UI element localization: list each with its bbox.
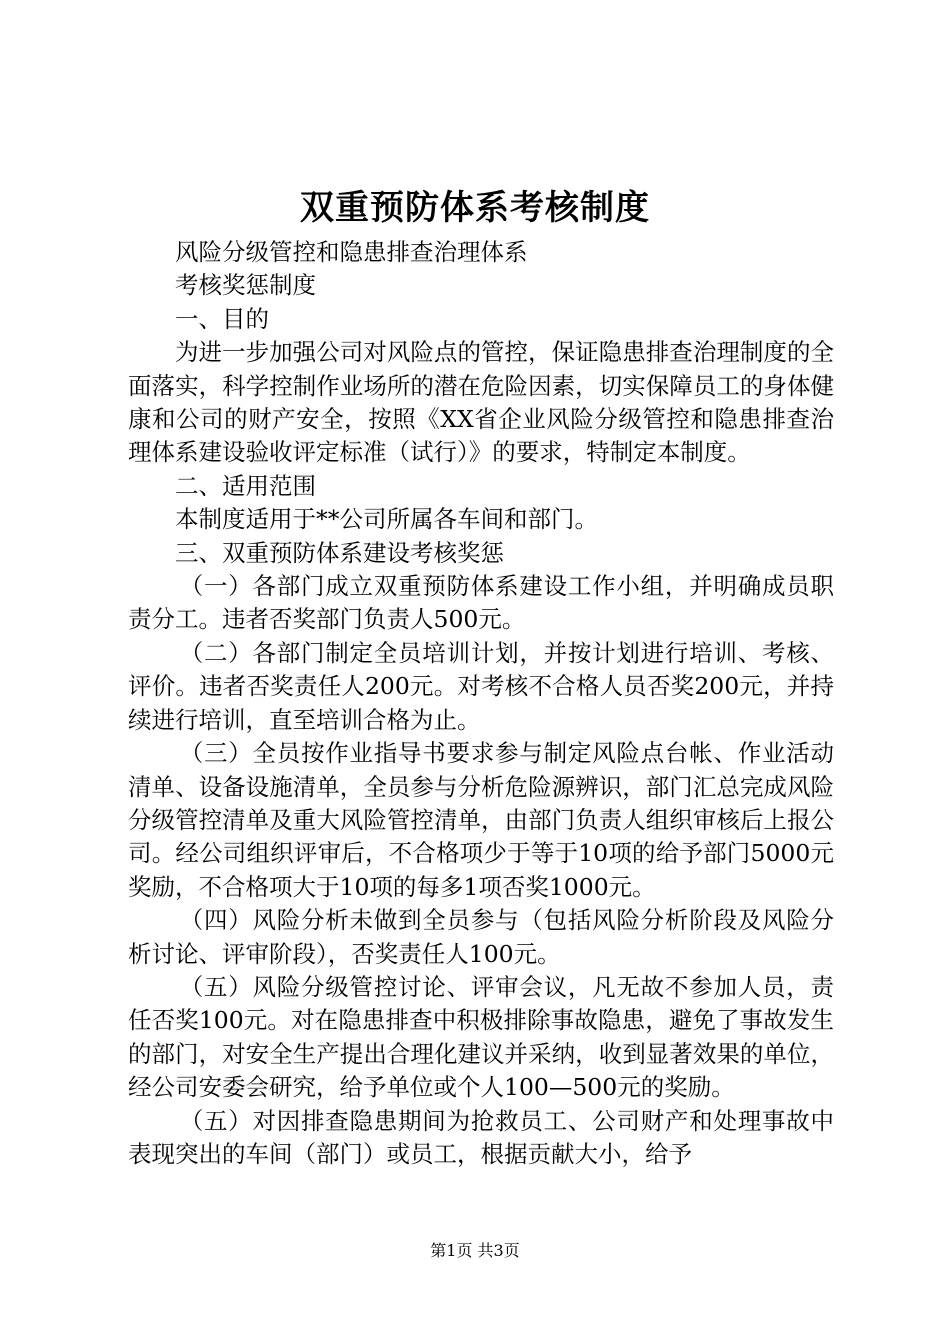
paragraph-scope: 本制度适用于**公司所属各车间和部门。 [175, 505, 598, 534]
paragraph-item-5b: （五）对因排查隐患期间为抢救员工、公司财产和处理事故中表现突出的车间（部门）或员工，根据贡献大小，给予 [128, 1106, 834, 1168]
section-heading-purpose: 一、目的 [175, 304, 269, 333]
paragraph-item-2: （二）各部门制定全员培训计划，并按计划进行培训、考核、评价。违者否奖责任人200元。对考核不合格人员否奖200元，并持续进行培训，直至培训合格为止。 [128, 638, 834, 734]
section-heading-assessment: 三、双重预防体系建设考核奖惩 [175, 538, 504, 567]
paragraph-item-4: （四）风险分析未做到全员参与（包括风险分析阶段及风险分析讨论、评审阶段），否奖责任人100元。 [128, 906, 834, 968]
page-number-footer: 第1页 共3页 [430, 1241, 520, 1260]
paragraph-item-1: （一）各部门成立双重预防体系建设工作小组，并明确成员职责分工。违者否奖部门负责人500元。 [128, 572, 834, 634]
document-body [128, 236, 834, 1171]
paragraph-item-3: （三）全员按作业指导书要求参与制定风险点台帐、作业活动清单、设备设施清单，全员参与分析危险源辨识，部门汇总完成风险分级管控清单及重大风险管控清单，由部门负责人组织审核后上报公司。经公司组织评审后，不合格项少于等于10项的给予部门5000元奖励，不合格项大于10项的每多1项否奖1000元。 [128, 739, 834, 901]
paragraph-purpose: 为进一步加强公司对风险点的管控，保证隐患排查治理制度的全面落实，科学控制作业场所的潜在危险因素，切实保障员工的身体健康和公司的财产安全，按照《XX省企业风险分级管控和隐患排查治理体系建设验收评定标准（试行）》的要求，特制定本制度。 [128, 338, 834, 467]
document-title: 双重预防体系考核制度 [300, 188, 650, 228]
subtitle-line-2: 考核奖惩制度 [175, 271, 316, 300]
paragraph-item-5: （五）风险分级管控讨论、评审会议，凡无故不参加人员，责任否奖100元。对在隐患排查中积极排除事故隐患，避免了事故发生的部门，对安全生产提出合理化建议并采纳，收到显著效果的单位，经公司安委会研究，给予单位或个人100—500元的奖励。 [128, 972, 834, 1102]
subtitle-line-1: 风险分级管控和隐患排查治理体系 [175, 238, 528, 266]
section-heading-scope: 二、适用范围 [175, 471, 316, 500]
